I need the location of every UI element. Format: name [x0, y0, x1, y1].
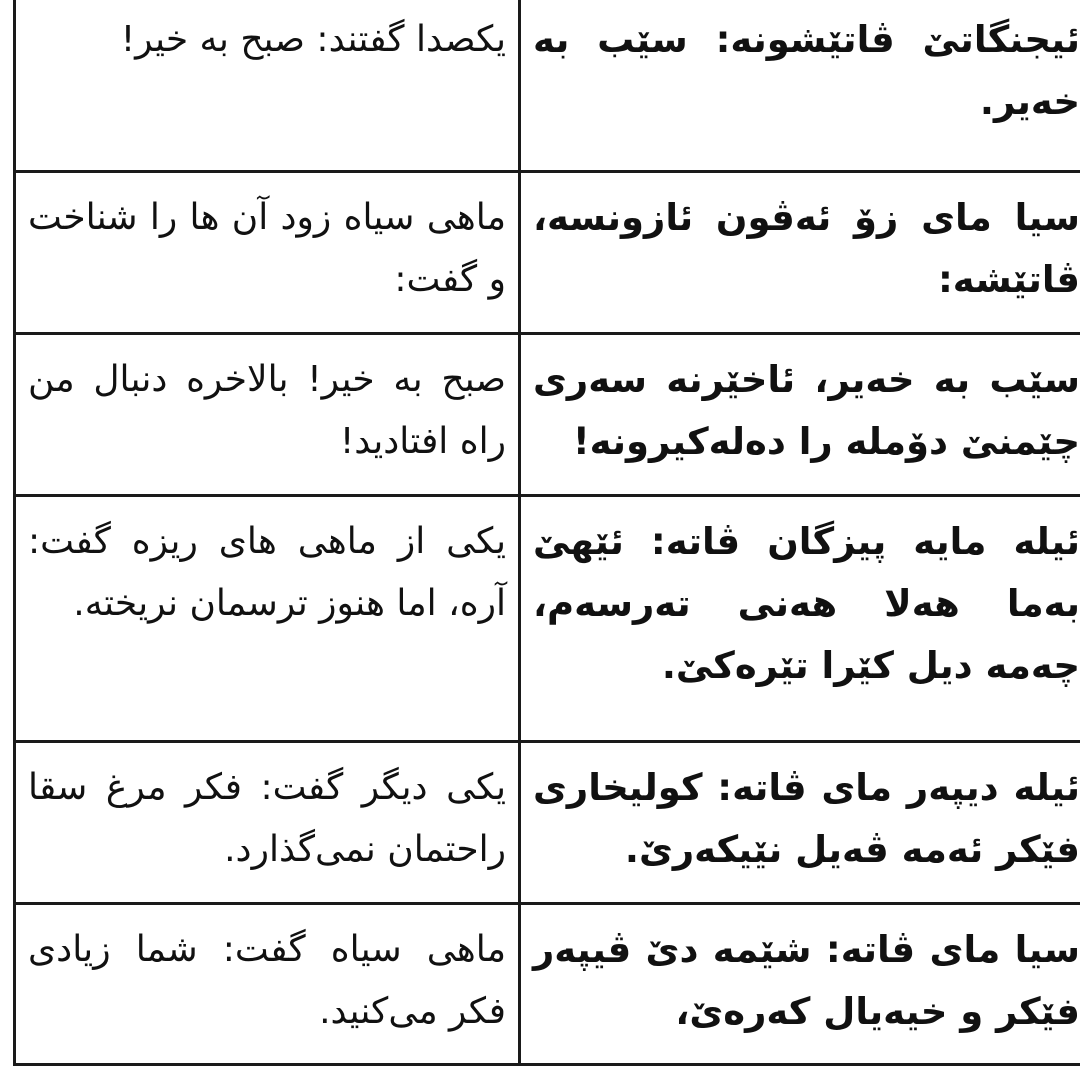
kurdish-cell: ئیجنگاتێ ڤاتێشونە: سێب بە خەیر. [520, 0, 1080, 172]
persian-cell: یکی دیگر گفت: فکر مرغ سقا راحتمان نمی‌گذارد. [15, 742, 520, 904]
kurdish-cell: سیا مای ڤاتە: شێمە دێ ڤیپەر فێکر و خیەیال کەرەێ، [520, 904, 1080, 1065]
table-row [15, 0, 1080, 172]
persian-cell: ماهی سیاه گفت: شما زیادی فکر می‌کنید. [15, 904, 520, 1065]
kurdish-cell: سێب بە خەیر، ئاخێرنە سەری چێمنێ دۆملە را دەلەکیرونە! [520, 334, 1080, 496]
persian-cell: یکی از ماهی های ریزه گفت: آره، اما هنوز ترسمان نریخته. [15, 496, 520, 742]
persian-cell: یکصدا گفتند: صبح به خیر! [15, 0, 520, 172]
kurdish-cell: ئیلە مایە پیزگان ڤاتە: ئێهێ بەما هەلا هەنی تەرسەم، چەمە دیل کێرا تێرەکێ. [520, 496, 1080, 742]
table-row [15, 742, 1080, 904]
kurdish-cell: ئیلە دیپەر مای ڤاتە: کولیخاری فێکر ئەمە ڤەیل نێیکەرێ. [520, 742, 1080, 904]
translation-table-container [13, 0, 1080, 1063]
persian-cell: ماهی سیاه زود آن ها را شناخت و گفت: [15, 172, 520, 334]
persian-cell: صبح به خیر! بالاخره دنبال من راه افتادید! [15, 334, 520, 496]
table-row [15, 904, 1080, 1065]
table-row [15, 334, 1080, 496]
translation-table [13, 0, 1080, 1066]
table-row [15, 172, 1080, 334]
table-row [15, 496, 1080, 742]
kurdish-cell: سیا مای زۆ ئەڤون ئازونسە، ڤاتێشە: [520, 172, 1080, 334]
